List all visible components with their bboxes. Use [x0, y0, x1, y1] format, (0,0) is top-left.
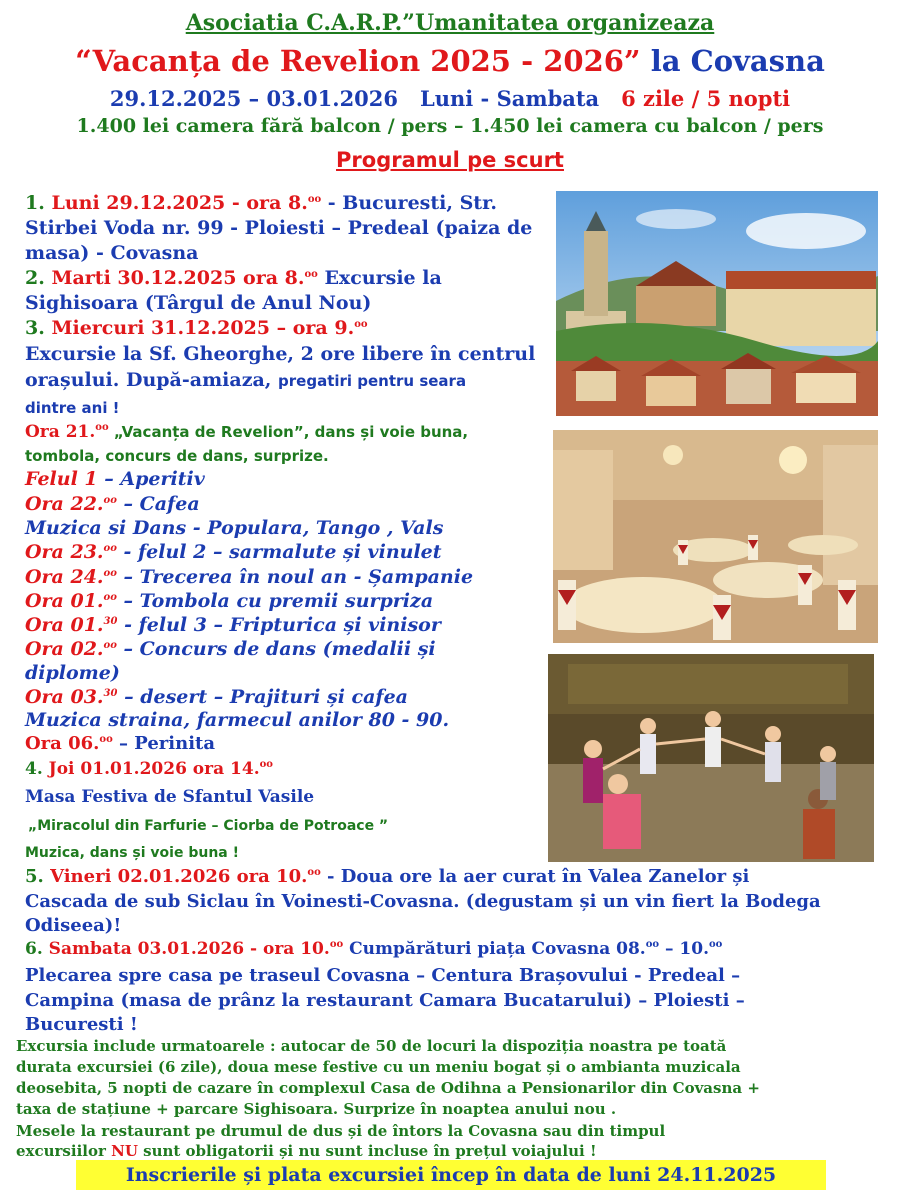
meals-note-line1: Mesele la restaurant pe drumul de dus și de întors la Covasna sau din timpul	[16, 1122, 666, 1140]
day3-number: 3.	[25, 317, 45, 339]
day5-number: 5.	[25, 866, 44, 887]
day6-line1: 6. Sambata 03.01.2026 - ora 10.$^{oo}$ Cumpărături piața Covasna 08.$^{oo}$ – 10.$^{oo}$	[25, 939, 723, 959]
night-schedule-item: Ora 22.$^{oo}$ – Cafea	[25, 493, 200, 515]
day1-number: 1.	[25, 192, 45, 214]
event-title	[0, 44, 900, 78]
meals-note-line2: excursiilor NU sunt obligatorii și nu sunt incluse în prețul voiajului !	[16, 1142, 597, 1160]
event-days: Luni - Sambata	[419, 86, 600, 111]
organizer-line: Asociatia C.A.R.P.”Umanitatea organizeaza	[185, 10, 715, 36]
day2-number: 2.	[25, 267, 45, 289]
day6-line3: Campina (masa de prânz la restaurant Camara Bucatarului) – Ploiesti –	[25, 990, 745, 1011]
day5-line1: 5. Vineri 02.01.2026 ora 10.$^{oo}$ - Doua ore la aer curat în Valea Zanelor și	[25, 866, 750, 887]
day6-line4: Bucuresti !	[25, 1014, 138, 1035]
event-title-main: “Vacanța de Revelion 2025 - 2026”	[75, 44, 641, 78]
price-line: 1.400 lei camera fără balcon / pers – 1.450 lei camera cu balcon / pers	[76, 115, 824, 137]
day5-line3: Odiseea)!	[25, 915, 122, 936]
day6-date: Sambata 03.01.2026 - ora 10.$^{oo}$	[42, 939, 344, 959]
day3-date: Miercuri 31.12.2025 – ora 9.$^{oo}$	[44, 317, 368, 339]
sighisoara-photo	[556, 191, 878, 416]
day3-line1	[25, 317, 368, 339]
registration-banner	[76, 1160, 826, 1190]
day4-line4: Muzica, dans și voie buna !	[25, 845, 240, 861]
ballroom-photo	[553, 430, 878, 643]
dancers-photo	[548, 654, 874, 862]
includes-line3: deosebita, 5 nopti de cazare în complexul Casa de Odihna a Pensionarilor din Covasna +	[16, 1079, 760, 1097]
day3-line4: dintre ani !	[25, 399, 120, 417]
event-duration: 6 zile / 5 nopti	[621, 86, 791, 111]
day2-line1: 2. Marti 30.12.2025 ora 8.$^{oo}$ Excursie la	[25, 267, 442, 289]
day4-line1	[25, 759, 273, 779]
day4-line2: Masa Festiva de Sfantul Vasile	[25, 787, 315, 807]
day1-date: Luni 29.12.2025 - ora 8.$^{oo}$	[44, 192, 322, 214]
event-dates: 29.12.2025 – 03.01.2026	[109, 86, 399, 111]
registration-text: Inscrierile și plata excursiei încep în data de luni 24.11.2025	[125, 1164, 777, 1186]
new-year-party-line: Ora 21.$^{oo}$ „Vacanța de Revelion”, dans și voie buna,	[25, 422, 469, 442]
program-heading: Programul pe scurt	[336, 148, 564, 172]
day4-line3: „Miracolul din Farfurie – Ciorba de Potroace ”	[28, 818, 389, 834]
night-schedule-item: Muzica straina, farmecul anilor 80 - 90.	[25, 709, 450, 731]
night-schedule-item: diplome)	[25, 662, 120, 684]
day1-line2: Stirbei Voda nr. 99 - Ploiesti – Predeal (paiza de	[25, 217, 533, 239]
event-dates-line	[0, 86, 900, 111]
day2-line2: Sighisoara (Târgul de Anul Nou)	[25, 292, 372, 314]
day1-line3: masa) - Covasna	[25, 242, 199, 264]
includes-line2: durata excursiei (6 zile), doua mese festive cu un meniu bogat și o ambianta muzicala	[16, 1058, 741, 1076]
perinita-line: Ora 06.$^{oo}$ – Perinita	[25, 733, 216, 754]
event-title-location: la Covasna	[640, 44, 825, 78]
night-schedule-item: Ora 01.$^{oo}$ – Tombola cu premii surpriza	[25, 590, 434, 612]
day3-line3: orașului. După-amiaza, pregatiri pentru seara	[25, 369, 467, 391]
day1-line1: 1. Luni 29.12.2025 - ora 8.$^{oo}$ - Bucuresti, Str.	[25, 192, 497, 214]
day4-date: Joi 01.01.2026 ora 14.$^{oo}$	[42, 759, 273, 779]
night-schedule-item: Ora 02.$^{oo}$ – Concurs de dans (medalii și	[25, 638, 436, 660]
day5-line2: Cascada de sub Siclau în Voinesti-Covasna. (degustam și un vin fiert la Bodega	[25, 891, 821, 912]
day4-number: 4.	[25, 759, 43, 779]
new-year-party-line2: tombola, concurs de dans, surprize.	[25, 447, 329, 465]
day5-date: Vineri 02.01.2026 ora 10.$^{oo}$	[43, 866, 321, 887]
includes-line1: Excursia include urmatoarele : autocar de 50 de locuri la dispoziția noastra pe toată	[16, 1037, 727, 1055]
day6-line2: Plecarea spre casa pe traseul Covasna – Centura Brașovului - Predeal –	[25, 965, 741, 986]
night-schedule-item: Ora 24.$^{oo}$ – Trecerea în noul an - Șampanie	[25, 566, 474, 588]
day6-number: 6.	[25, 939, 43, 959]
night-schedule-item: Felul 1 – Aperitiv	[25, 468, 205, 490]
night-schedule-item: Muzica si Dans - Populara, Tango , Vals	[25, 517, 444, 539]
includes-line4: taxa de stațiune + parcare Sighisoara. Surprize în noaptea anului nou .	[16, 1100, 617, 1118]
night-schedule-item: Ora 03.30 – desert – Prajituri și cafea	[25, 686, 408, 708]
night-schedule-item: Ora 23.$^{oo}$ - felul 2 – sarmalute și vinulet	[25, 541, 442, 563]
day2-date: Marti 30.12.2025 ora 8.$^{oo}$	[44, 267, 318, 289]
night-schedule-item: Ora 01.30 - felul 3 – Fripturica și vinisor	[25, 614, 441, 636]
day3-line2: Excursie la Sf. Gheorghe, 2 ore libere în centrul	[25, 343, 536, 365]
